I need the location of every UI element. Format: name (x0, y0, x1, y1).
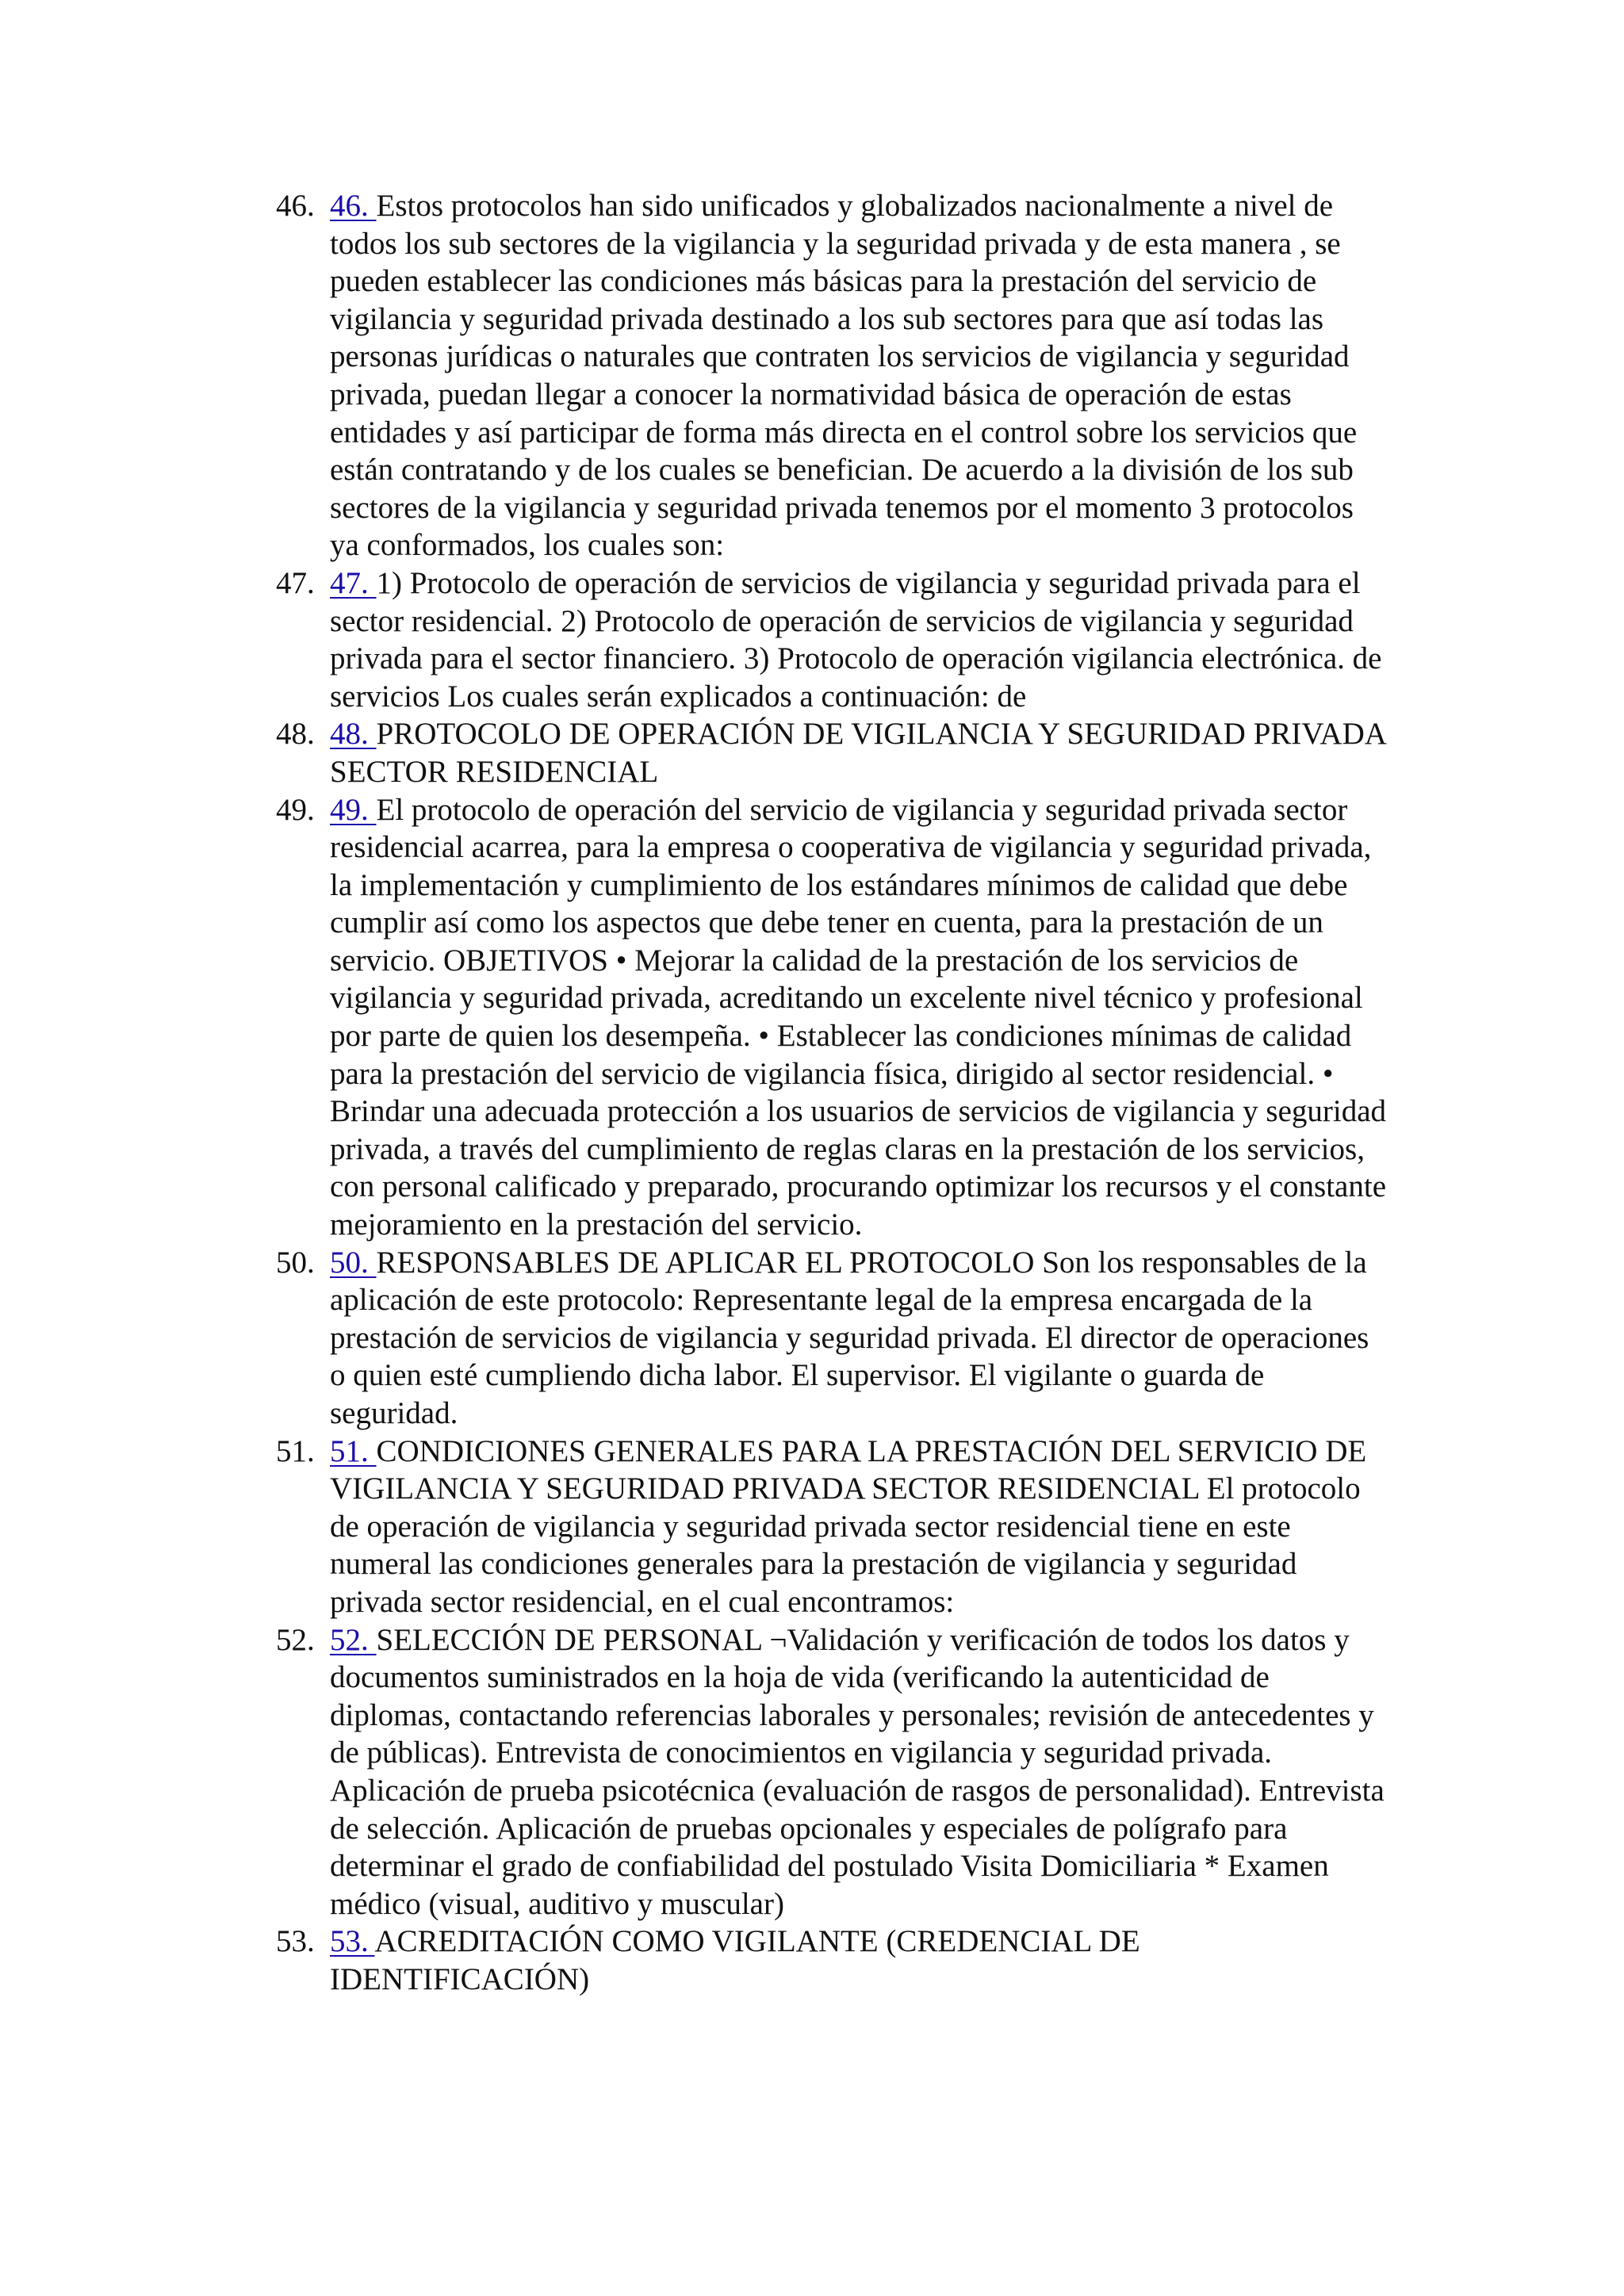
item-text: ACREDITACIÓN COMO VIGILANTE (CREDENCIAL DE IDENTIFICACIÓN) (330, 1924, 1140, 1996)
item-anchor-link[interactable]: 52. (330, 1622, 377, 1657)
item-text: CONDICIONES GENERALES PARA LA PRESTACIÓN DEL SERVICIO DE VIGILANCIA Y SEGURIDAD PRIVADA SECTOR RESIDENCIAL El protocolo de operación de vigilancia y seguridad privada sector residencial tiene en este numeral las condiciones generales para la prestación de vigilancia y seguridad privada sector residencial, en el cual encontramos: (330, 1433, 1367, 1619)
item-text: SELECCIÓN DE PERSONAL ¬Validación y verificación de todos los datos y documentos suministrados en la hoja de vida (verificando la autenticidad de diplomas, contactando referencias laborales y personales; revisión de antecedentes y de públicas). Entrevista de conocimientos en vigilancia y seguridad privada. Aplicación de prueba psicotécnica (evaluación de rasgos de personalidad). Entrevista de selección. Aplicación de pruebas opcionales y especiales de polígrafo para determinar el grado de confiabilidad del postulado Visita Domiciliaria * Examen médico (visual, auditivo y muscular) (330, 1622, 1385, 1921)
item-number: 46. (276, 189, 315, 223)
item-anchor-link[interactable]: 46. (330, 189, 377, 223)
list-item (276, 791, 1389, 1244)
item-anchor-link[interactable]: 51. (330, 1433, 377, 1468)
item-text: 1) Protocolo de operación de servicios de vigilancia y seguridad privada para el sector residencial. 2) Protocolo de operación de servicios de vigilancia y seguridad privada para el sector financiero. 3) Protocolo de operación vigilancia electrónica. de servicios Los cuales serán explicados a continuación: de (330, 565, 1382, 714)
list-item (276, 1621, 1389, 1923)
item-number: 52. (276, 1622, 315, 1657)
numbered-list (276, 187, 1389, 1999)
item-number: 50. (276, 1245, 315, 1280)
item-number: 53. (276, 1924, 315, 1959)
item-number: 48. (276, 717, 315, 752)
item-anchor-link[interactable]: 53. (330, 1924, 375, 1959)
item-text: El protocolo de operación del servicio de vigilancia y seguridad privada sector residencial acarrea, para la empresa o cooperativa de vigilancia y seguridad privada, la implementación y cumplimiento de los estándares mínimos de calidad que debe cumplir así como los aspectos que debe tener en cuenta, para la prestación de un servicio. OBJETIVOS • Mejorar la calidad de la prestación de los servicios de vigilancia y seguridad privada, acreditando un excelente nivel técnico y profesional por parte de quien los desempeña. • Establecer las condiciones mínimas de calidad para la prestación del servicio de vigilancia física, dirigido al sector residencial. • Brindar una adecuada protección a los usuarios de servicios de vigilancia y seguridad privada, a través del cumplimiento de reglas claras en la prestación de los servicios, con personal calificado y preparado, procurando optimizar los recursos y el constante mejoramiento en la prestación del servicio. (330, 792, 1387, 1242)
list-item (276, 187, 1389, 564)
item-anchor-link[interactable]: 50. (330, 1245, 377, 1280)
item-number: 47. (276, 565, 315, 600)
item-anchor-link[interactable]: 48. (330, 717, 377, 752)
list-item (276, 1923, 1389, 1998)
item-anchor-link[interactable]: 49. (330, 792, 377, 827)
list-item (276, 1244, 1389, 1433)
item-number: 51. (276, 1433, 315, 1468)
item-number: 49. (276, 792, 315, 827)
item-anchor-link[interactable]: 47. (330, 565, 377, 600)
item-text: RESPONSABLES DE APLICAR EL PROTOCOLO Son los responsables de la aplicación de este protocolo: Representante legal de la empresa encargada de la prestación de servicios de vigilancia y seguridad privada. El director de operaciones o quien esté cumpliendo dicha labor. El supervisor. El vigilante o guarda de seguridad. (330, 1245, 1369, 1430)
item-text: Estos protocolos han sido unificados y globalizados nacionalmente a nivel de todos los sub sectores de la vigilancia y la seguridad privada y de esta manera , se pueden establecer las condiciones más básicas para la prestación del servicio de vigilancia y seguridad privada destinado a los sub sectores para que así todas las personas jurídicas o naturales que contraten los servicios de vigilancia y seguridad privada, puedan llegar a conocer la normatividad básica de operación de estas entidades y así participar de forma más directa en el control sobre los servicios que están contratando y de los cuales se benefician. De acuerdo a la división de los sub sectores de la vigilancia y seguridad privada tenemos por el momento 3 protocolos ya conformados, los cuales son: (330, 189, 1358, 563)
list-item (276, 715, 1389, 790)
item-text: PROTOCOLO DE OPERACIÓN DE VIGILANCIA Y SEGURIDAD PRIVADA SECTOR RESIDENCIAL (330, 717, 1385, 789)
list-item (276, 1433, 1389, 1621)
list-item (276, 564, 1389, 715)
